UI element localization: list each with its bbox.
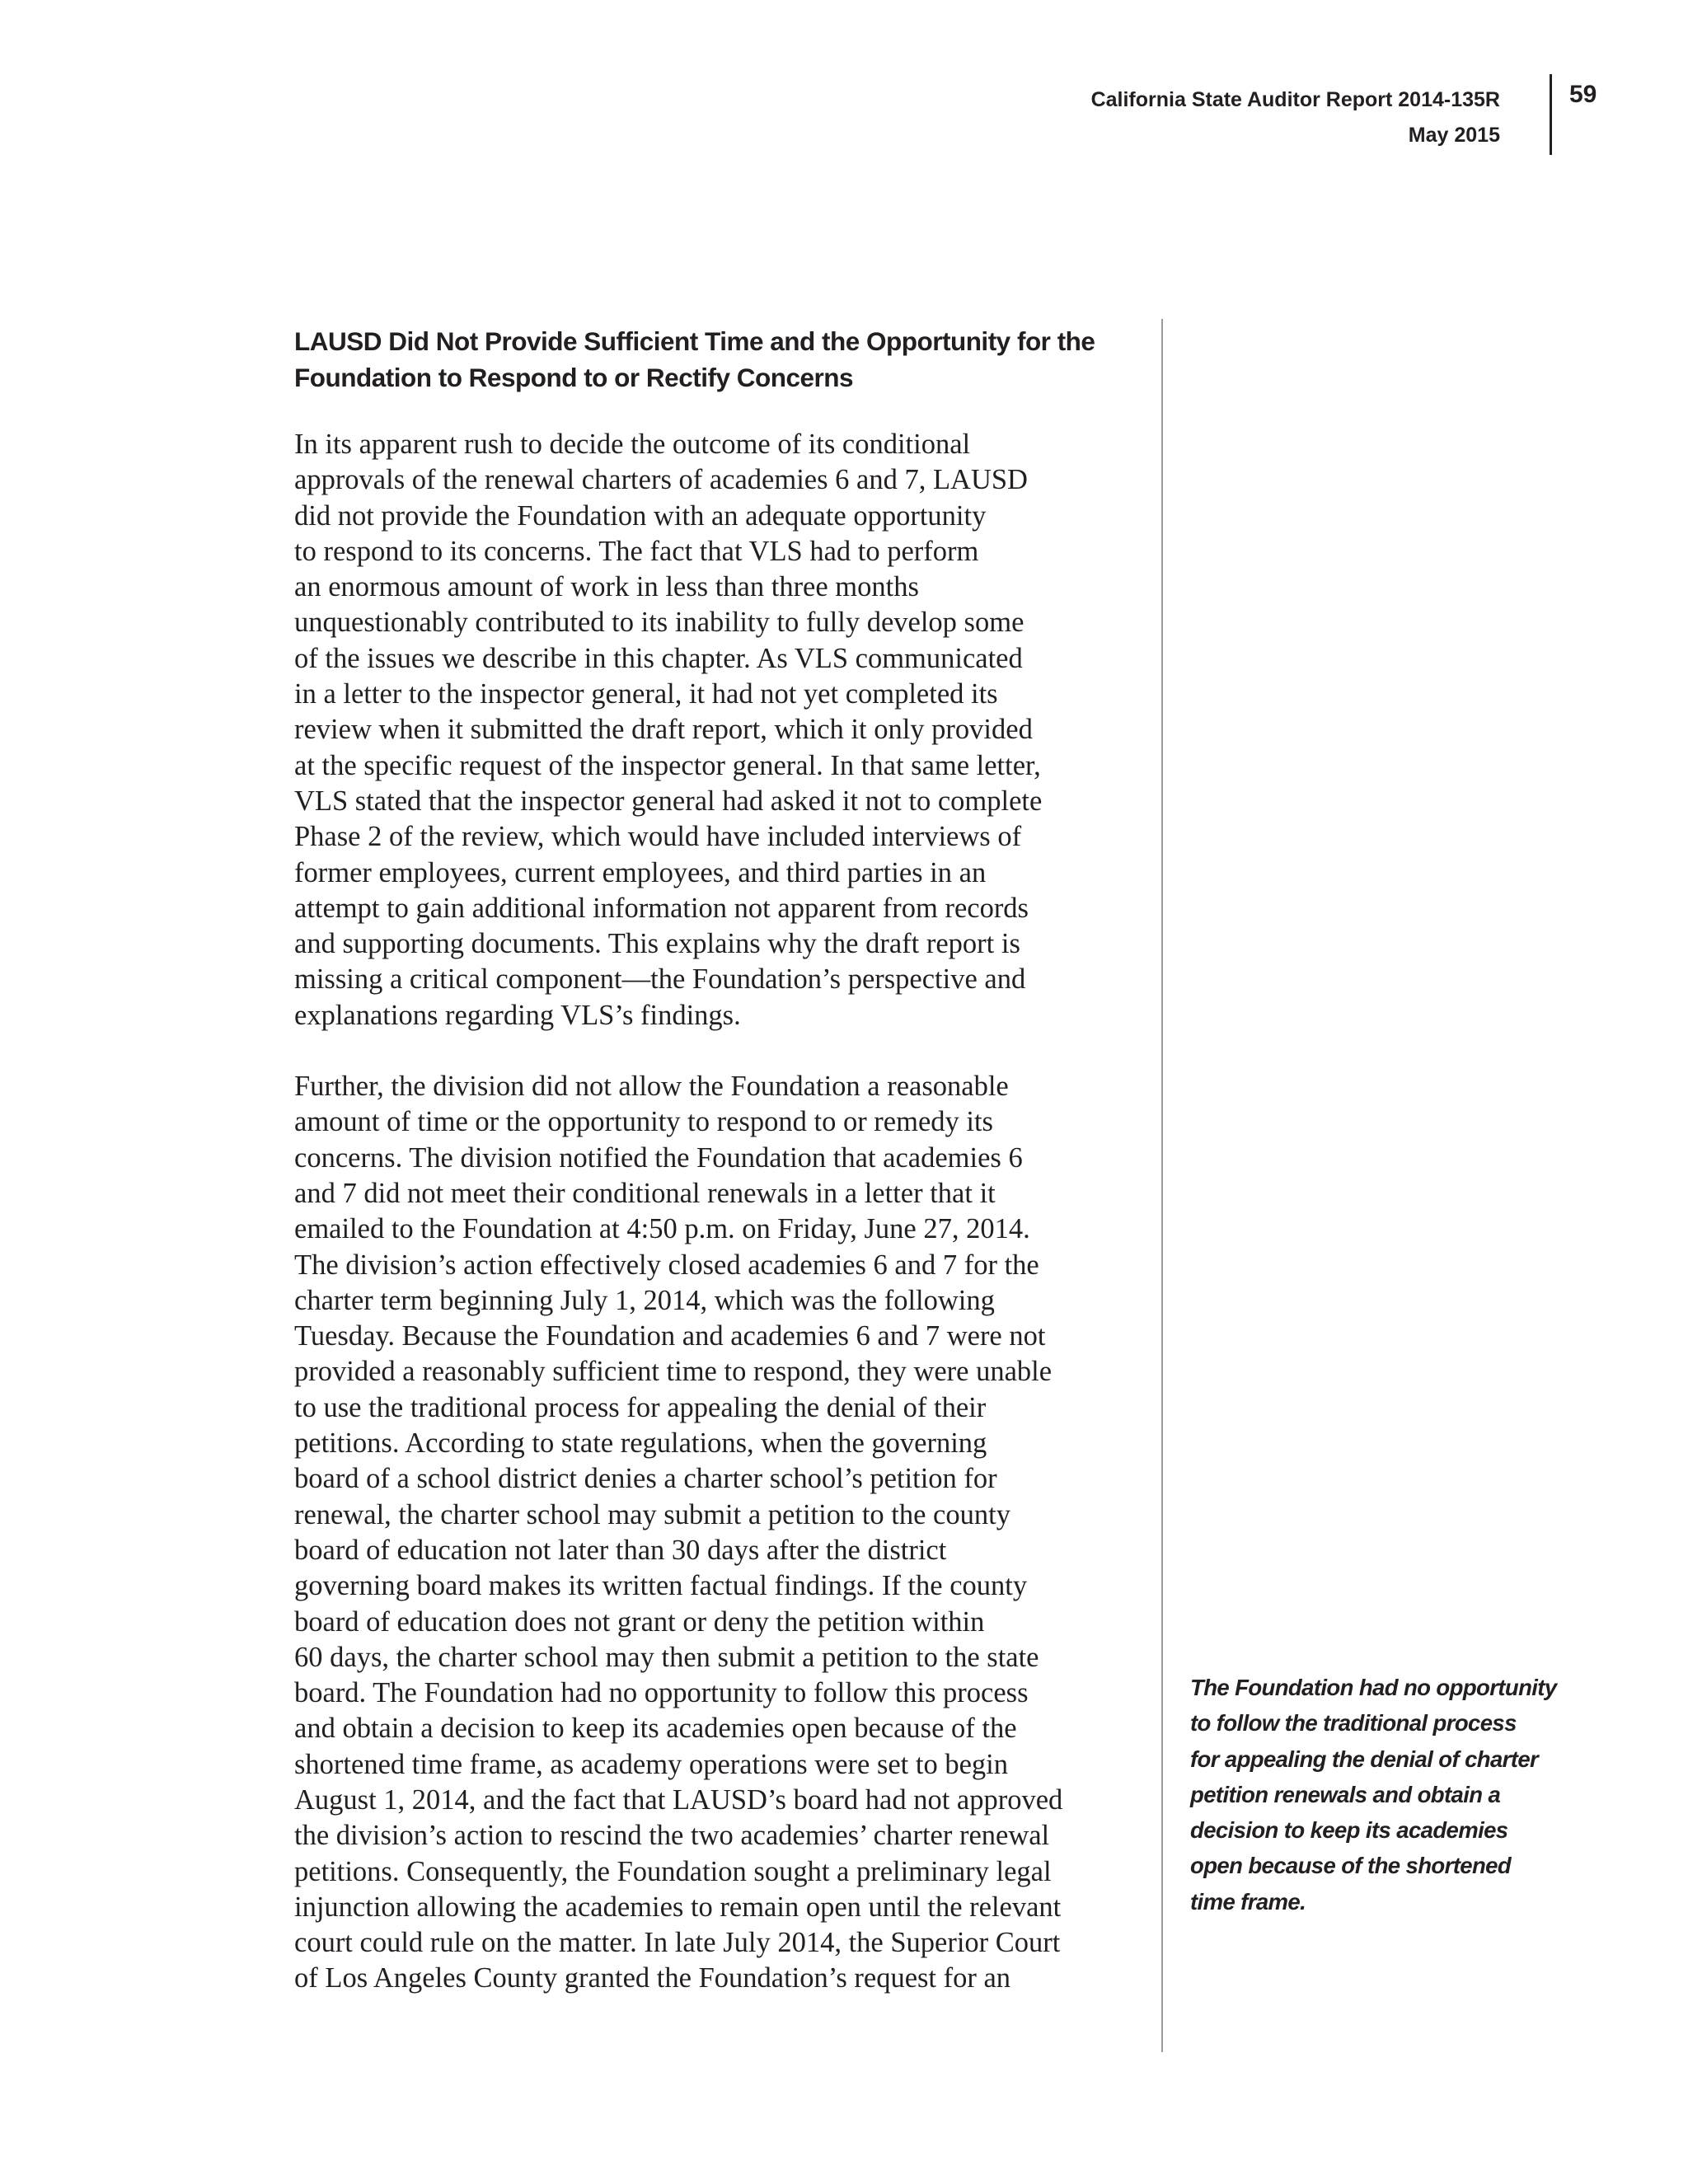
text-line: attempt to gain additional information not apparent from records xyxy=(294,892,1029,924)
text-line: to use the traditional process for appealing the denial of their xyxy=(294,1391,987,1423)
main-column xyxy=(294,323,1127,2032)
text-line: missing a critical component—the Foundation’s perspective and xyxy=(294,963,1026,996)
text-line: petitions. Consequently, the Foundation sought a preliminary legal xyxy=(294,1855,1052,1887)
heading-line: LAUSD Did Not Provide Sufficient Time and the Opportunity for the xyxy=(294,326,1095,356)
text-line: review when it submitted the draft report, which it only provided xyxy=(294,714,1033,746)
margin-note-line: petition renewals and obtain a xyxy=(1190,1781,1501,1807)
text-line: In its apparent rush to decide the outcome of its conditional xyxy=(294,429,971,460)
margin-note xyxy=(1190,1670,1602,1919)
text-line: board of a school district denies a charter school’s petition for xyxy=(294,1463,997,1495)
text-line: to respond to its concerns. The fact that VLS had to perform xyxy=(294,535,979,567)
heading-line: Foundation to Respond to or Rectify Concerns xyxy=(294,363,853,392)
text-line: shortened time frame, as academy operations were set to begin xyxy=(294,1748,1009,1780)
text-line: board. The Foundation had no opportunity to follow this process xyxy=(294,1677,1029,1709)
text-line: and supporting documents. This explains why the draft report is xyxy=(294,928,1020,960)
margin-note-line: to follow the traditional process xyxy=(1190,1710,1517,1736)
text-line: 60 days, the charter school may then submit a petition to the state xyxy=(294,1641,1039,1673)
paragraph-2 xyxy=(294,1069,1127,1997)
margin-note-line: decision to keep its academies xyxy=(1190,1817,1508,1844)
text-line: Tuesday. Because the Foundation and academies 6 and 7 were not xyxy=(294,1320,1046,1352)
text-line: in a letter to the inspector general, it had not yet completed its xyxy=(294,678,998,710)
text-line: VLS stated that the inspector general had asked it not to complete xyxy=(294,785,1043,817)
margin-note-line: for appealing the denial of charter xyxy=(1190,1746,1539,1772)
text-line: The division’s action effectively closed academies 6 and 7 for the xyxy=(294,1249,1039,1281)
text-line: petitions. According to state regulations, when the governing xyxy=(294,1427,987,1460)
paragraph-1 xyxy=(294,427,1127,1033)
text-line: did not provide the Foundation with an adequate opportunity xyxy=(294,499,987,532)
text-line: and obtain a decision to keep its academies open because of the xyxy=(294,1713,1017,1745)
report-date: May 2015 xyxy=(1408,124,1500,147)
text-line: explanations regarding VLS’s findings. xyxy=(294,999,741,1031)
text-line: Phase 2 of the review, which would have included interviews of xyxy=(294,821,1022,853)
text-line: amount of time or the opportunity to respond to or remedy its xyxy=(294,1106,993,1138)
margin-note-line: The Foundation had no opportunity xyxy=(1190,1675,1557,1700)
text-line: provided a reasonably sufficient time to respond, they were unable xyxy=(294,1356,1053,1388)
report-title: California State Auditor Report 2014-135R xyxy=(1090,88,1500,111)
header-divider xyxy=(1550,74,1552,155)
text-line: injunction allowing the academies to remain open until the relevant xyxy=(294,1891,1062,1923)
page-number: 59 xyxy=(1569,81,1597,108)
text-line: the division’s action to rescind the two academies’ charter renewal xyxy=(294,1820,1050,1852)
text-line: renewal, the charter school may submit a petition to the county xyxy=(294,1498,1010,1530)
text-line: emailed to the Foundation at 4:50 p.m. on Friday, June 27, 2014. xyxy=(294,1213,1030,1245)
text-line: court could rule on the matter. In late July 2014, the Superior Court xyxy=(294,1927,1061,1959)
text-line: charter term beginning July 1, 2014, which was the following xyxy=(294,1284,995,1316)
text-line: an enormous amount of work in less than three months xyxy=(294,571,919,603)
text-line: board of education not later than 30 days after the district xyxy=(294,1534,947,1566)
running-header xyxy=(1091,82,1500,153)
margin-note-line: time frame. xyxy=(1190,1888,1306,1915)
text-line: unquestionably contributed to its inability to fully develop some xyxy=(294,607,1025,639)
text-line: Further, the division did not allow the Foundation a reasonable xyxy=(294,1071,1009,1103)
text-line: former employees, current employees, and third parties in an xyxy=(294,856,987,888)
column-divider xyxy=(1161,319,1163,2052)
text-line: August 1, 2014, and the fact that LAUSD’s board had not approved xyxy=(294,1783,1063,1816)
text-line: and 7 did not meet their conditional renewals in a letter that it xyxy=(294,1177,996,1209)
text-line: at the specific request of the inspector general. In that same letter, xyxy=(294,749,1041,781)
text-line: approvals of the renewal charters of academies 6 and 7, LAUSD xyxy=(294,464,1028,496)
text-line: concerns. The division notified the Foundation that academies 6 xyxy=(294,1141,1023,1174)
text-line: of the issues we describe in this chapter. As VLS communicated xyxy=(294,642,1023,674)
text-line: governing board makes its written factual findings. If the county xyxy=(294,1570,1028,1602)
margin-note-line: open because of the shortened xyxy=(1190,1853,1512,1879)
text-line: of Los Angeles County granted the Foundation’s request for an xyxy=(294,1962,1011,1994)
section-heading xyxy=(294,323,1127,396)
text-line: board of education does not grant or deny the petition within xyxy=(294,1605,985,1638)
